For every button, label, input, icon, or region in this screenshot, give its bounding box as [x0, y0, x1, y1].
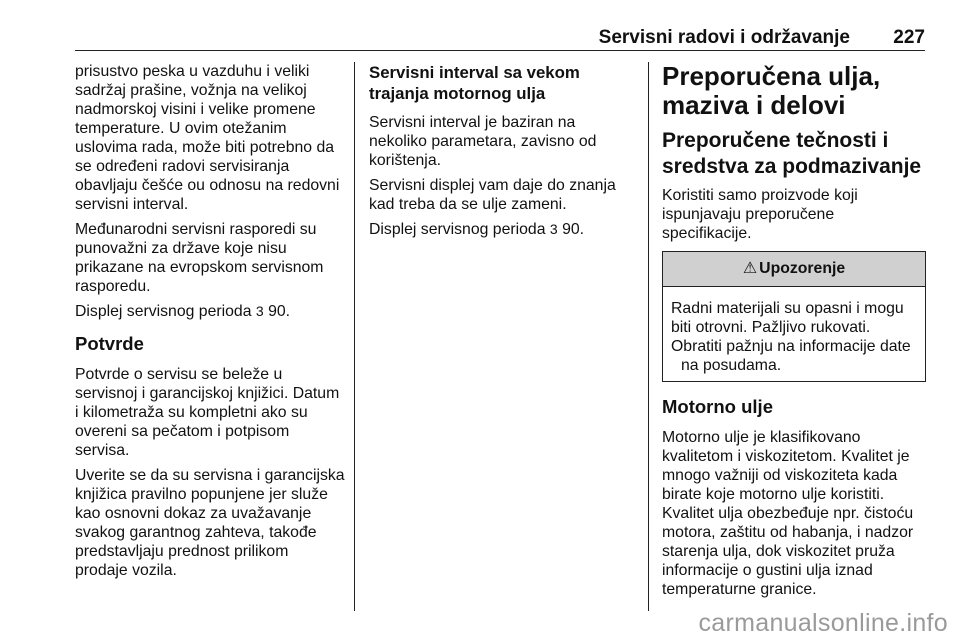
paragraph: Koristiti samo proizvode koji ispunjavaju preporučene specifikacije.	[662, 187, 858, 242]
paragraph: Motorno ulje je klasifikovano kvalitetom i viskozitetom. Kvalitet je mnogo važniji od viskoziteta kada birate koje motorno ulje koristiti. Kvalitet ulja obezbeđuje npr. čistoću motora, zaštitu od habanja, i nadzor starenja ulja, dok viskozitet pruža informacije o gustini ulja iznad temperaturne granice.	[662, 429, 914, 598]
paragraph: prisustvo peska u vazduhu i veliki sadržaj prašine, vožnja na velikoj nadmorskoj visini i velike promene temperature. U ovim otežanim uslovima rada, može biti potrebno da se određeni radovi servisiranja obavljaju češće ou odnosu na redovni servisni interval.	[75, 63, 340, 213]
warning-triangle-icon: ⚠	[742, 260, 758, 277]
paragraph: Servisni interval je baziran na nekoliko parametara, zavisno od korištenja.	[369, 114, 597, 169]
reference-page[interactable]: 90.	[268, 303, 291, 320]
warning-header	[663, 252, 925, 287]
section-heading: Motorno ulje	[662, 396, 773, 417]
header-title: Servisni radovi i održavanje	[598, 27, 850, 48]
warning-body	[663, 287, 925, 381]
reference-text: Displej servisnog perioda	[75, 303, 256, 320]
page-header	[75, 25, 925, 51]
section-heading: Potvrde	[75, 333, 144, 354]
warning-box	[662, 251, 926, 382]
reference-page[interactable]: 90.	[562, 221, 585, 238]
paragraph-with-reference	[75, 302, 345, 321]
column-middle	[369, 62, 634, 245]
warning-title: Upozorenje	[759, 260, 846, 277]
reference-text: Displej servisnog perioda	[369, 221, 550, 238]
column-left	[75, 62, 345, 586]
warning-text: Obratiti pažnju na informacije date na posudama.	[671, 338, 911, 374]
warning-text: Radni materijali su opasni i mogu biti otrovni. Pažljivo rukovati.	[671, 300, 904, 336]
column-right	[662, 62, 926, 605]
subchapter-heading: Preporučene tečnosti i sredstva za podmazivanje	[662, 129, 922, 178]
column-divider	[648, 62, 649, 611]
column-divider	[354, 62, 355, 611]
paragraph-with-reference	[369, 220, 634, 239]
watermark: carmanualsonline.info	[698, 609, 948, 637]
paragraph: Uverite se da su servisna i garancijska knjižica pravilno popunjene jer služe kao osnovni dokaz za uvažavanje svakog garantnog zahteva, takođe predstavljaju prednost prilikom prodaje vozila.	[75, 467, 345, 579]
paragraph: Potvrde o servisu se beleže u servisnoj i garancijskoj knjižici. Datum i kilometraža su kompletni ako su overeni sa pečatom i potpisom servisa.	[75, 366, 340, 459]
chapter-heading: Preporučena ulja, maziva i delovi	[662, 61, 881, 120]
page-reference-arrow-icon: 3	[255, 303, 264, 319]
page-reference-arrow-icon: 3	[549, 221, 558, 237]
paragraph: Međunarodni servisni rasporedi su punovažni za države koje nisu prikazane na evropskom servisnom rasporedu.	[75, 221, 324, 295]
page-number: 227	[893, 27, 925, 48]
section-heading: Servisni interval sa vekom trajanja motornog ulja	[369, 63, 580, 103]
paragraph: Servisni displej vam daje do znanja kad treba da se ulje zameni.	[369, 177, 616, 213]
